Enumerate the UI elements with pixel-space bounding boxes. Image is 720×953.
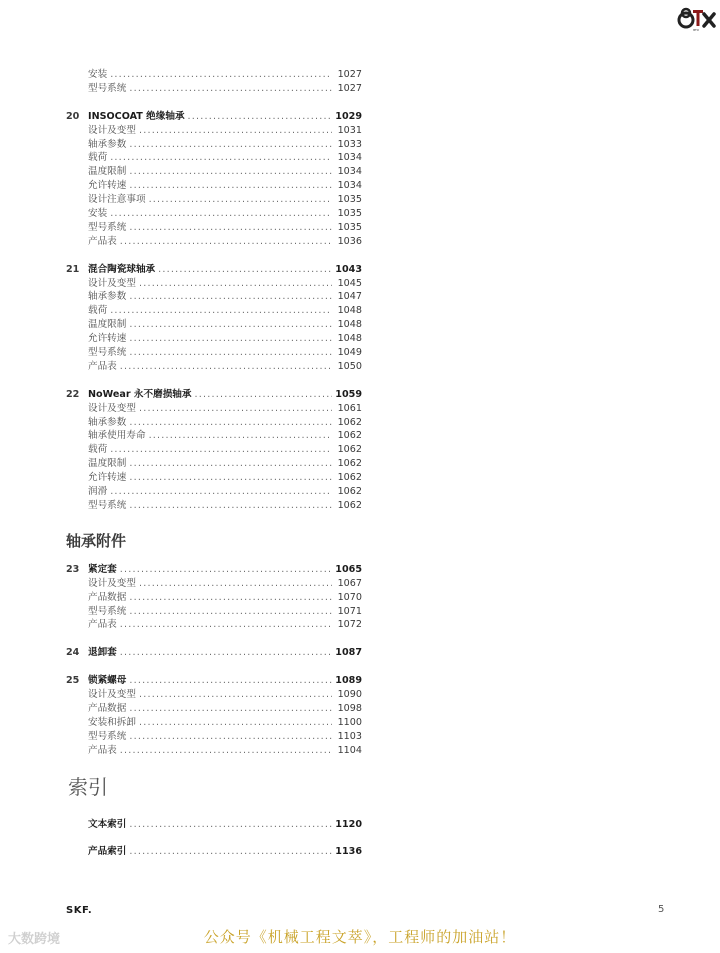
entry-title: 轴承使用寿命 (88, 430, 146, 442)
spacer (66, 374, 362, 388)
entry-title: 设计及变型 (88, 577, 136, 589)
page-ref: 1103 (337, 730, 362, 742)
corner-logo-text: 8TX (693, 28, 699, 32)
footer-banner: 公众号《机械工程文萃》，工程师的加油站！ (203, 928, 517, 946)
page-ref: 1120 (335, 818, 362, 830)
page-ref: 1062 (337, 486, 362, 498)
page-ref: 1104 (337, 744, 362, 756)
toc-entry-row[interactable] (66, 124, 362, 138)
leader-dots (126, 179, 332, 193)
leader-dots (117, 360, 332, 374)
entry-title: 安装 (88, 69, 108, 80)
leader-dots (136, 688, 332, 702)
page-ref: 1034 (337, 180, 362, 192)
page-ref: 1034 (337, 152, 362, 164)
entry-title: 型号系统 (88, 347, 127, 359)
entry-title: 产品表 (88, 619, 117, 631)
entry-title: 载荷 (88, 152, 108, 164)
toc-entry-row[interactable] (66, 702, 362, 716)
leader-dots (185, 110, 332, 124)
chapter-number: 20 (66, 110, 80, 122)
page-ref: 1062 (337, 458, 362, 470)
entry-title: 型号系统 (88, 221, 127, 233)
toc-entry-row[interactable] (66, 618, 362, 632)
entry-title: 退卸套 (88, 647, 117, 659)
toc-entry-row[interactable] (66, 346, 362, 360)
entry-title: 产品表 (88, 235, 117, 247)
toc-chapter-row[interactable] (66, 110, 362, 124)
leader-dots (126, 318, 332, 332)
entry-title: 轴承参数 (88, 291, 127, 303)
toc-chapter-row[interactable] (66, 818, 362, 832)
page-ref: 1089 (335, 675, 362, 687)
leader-dots (107, 304, 332, 318)
page-ref: 1090 (337, 689, 362, 701)
leader-dots (107, 151, 332, 165)
entry-title: 轴承参数 (88, 416, 127, 428)
toc-entry-row[interactable] (66, 165, 362, 179)
toc-entry-row[interactable] (66, 360, 362, 374)
toc-entry-row[interactable] (66, 138, 362, 152)
chapter-number: 24 (66, 647, 80, 659)
spacer (66, 513, 362, 523)
toc-entry-row[interactable] (66, 193, 362, 207)
entry-title: 混合陶瓷球轴承 (88, 263, 156, 275)
toc-entry-row[interactable] (66, 744, 362, 758)
leader-dots (136, 124, 332, 138)
page-ref: 1059 (335, 388, 362, 400)
page-ref: 1029 (335, 110, 362, 122)
page-ref: 1062 (337, 416, 362, 428)
toc-entry-row[interactable] (66, 577, 362, 591)
toc-chapter-row[interactable] (66, 646, 362, 660)
leader-dots (136, 577, 332, 591)
leader-dots (126, 730, 332, 744)
entry-title: 允许转速 (88, 333, 127, 345)
toc-entry-row[interactable] (66, 429, 362, 443)
toc-entry-row[interactable] (66, 471, 362, 485)
page-ref: 1087 (335, 647, 362, 659)
page-ref: 1033 (337, 138, 362, 150)
toc-chapter-row[interactable] (66, 845, 362, 859)
toc-entry-row[interactable] (66, 402, 362, 416)
leader-dots (136, 402, 332, 416)
page-ref: 1031 (337, 124, 362, 136)
page-ref: 1062 (337, 430, 362, 442)
watermark-text: 大数跨境 (8, 932, 61, 947)
toc-entry-row[interactable] (66, 290, 362, 304)
leader-dots (117, 563, 332, 577)
leader-dots (126, 346, 332, 360)
entry-title: 设计及变型 (88, 689, 136, 701)
entry-title: 载荷 (88, 305, 108, 317)
toc-entry-row[interactable] (66, 304, 362, 318)
leader-dots (136, 277, 332, 291)
entry-title: 安装 (88, 208, 108, 220)
spacer (66, 96, 362, 110)
entry-title: 紧定套 (88, 563, 117, 575)
page-ref: 1043 (335, 263, 362, 275)
toc-entry-row[interactable] (66, 688, 362, 702)
toc-chapter-row[interactable] (66, 263, 362, 277)
toc-entry-row[interactable] (66, 443, 362, 457)
entry-title: 轴承参数 (88, 138, 127, 150)
chapter-number: 22 (66, 388, 80, 400)
leader-dots (126, 290, 332, 304)
page-number: 5 (658, 904, 665, 915)
toc-entry-row[interactable] (66, 332, 362, 346)
page-ref: 1049 (337, 347, 362, 359)
leader-dots (146, 429, 332, 443)
entry-title: 设计及变型 (88, 277, 136, 289)
entry-title: 设计及变型 (88, 402, 136, 414)
toc-entry-row[interactable] (66, 82, 362, 96)
entry-title: 型号系统 (88, 605, 127, 617)
spacer (66, 632, 362, 646)
toc-entry-row[interactable] (66, 485, 362, 499)
toc-entry-row[interactable] (66, 605, 362, 619)
page-ref: 1136 (335, 846, 362, 858)
toc-entry-row[interactable] (66, 221, 362, 235)
toc-entry-row[interactable] (66, 318, 362, 332)
section-heading-accessories: 轴承附件 (66, 531, 127, 550)
leader-dots (126, 82, 332, 96)
spacer (66, 249, 362, 263)
corner-logo-icon (676, 4, 716, 32)
entry-title: NoWear 永不磨损轴承 (88, 388, 192, 400)
page-ref: 1027 (337, 69, 362, 80)
skf-logo: SKF. (66, 905, 93, 916)
leader-dots (107, 485, 332, 499)
chapter-number: 23 (66, 563, 80, 575)
toc-entry-row[interactable] (66, 151, 362, 165)
page-ref: 1048 (337, 305, 362, 317)
toc-chapter-row[interactable] (66, 563, 362, 577)
leader-dots (126, 165, 332, 179)
toc-entry-row[interactable] (66, 591, 362, 605)
toc-entry-row[interactable] (66, 416, 362, 430)
entry-title: 型号系统 (88, 82, 127, 94)
entry-title: 文本索引 (88, 818, 127, 830)
entry-title: 温度限制 (88, 166, 127, 178)
page-ref: 1071 (337, 605, 362, 617)
entry-title: 允许转速 (88, 472, 127, 484)
toc-entry-row[interactable] (66, 277, 362, 291)
page-ref: 1067 (337, 577, 362, 589)
page-ref: 1027 (337, 82, 362, 94)
page-ref: 1062 (337, 444, 362, 456)
toc-entry-row[interactable] (66, 207, 362, 221)
page-ref: 1048 (337, 319, 362, 331)
toc-entry-row[interactable] (66, 730, 362, 744)
entry-title: 温度限制 (88, 319, 127, 331)
page-ref: 1061 (337, 402, 362, 414)
leader-dots (107, 443, 332, 457)
leader-dots (117, 235, 332, 249)
section-heading-index: 索引 (68, 774, 108, 799)
toc-entry-row[interactable] (66, 499, 362, 513)
leader-dots (126, 674, 332, 688)
toc-entry-row[interactable] (66, 179, 362, 193)
entry-title: 产品索引 (88, 846, 127, 858)
entry-title: 允许转速 (88, 180, 127, 192)
page-ref: 1050 (337, 360, 362, 372)
leader-dots (126, 499, 332, 513)
page-ref: 1034 (337, 166, 362, 178)
leader-dots (117, 744, 332, 758)
leader-dots (126, 818, 332, 832)
leader-dots (126, 591, 332, 605)
entry-title: 产品数据 (88, 591, 127, 603)
page-ref: 1047 (337, 291, 362, 303)
entry-title: 润滑 (88, 486, 108, 498)
leader-dots (126, 605, 332, 619)
toc-chapter-row[interactable] (66, 674, 362, 688)
page-ref: 1100 (337, 716, 362, 728)
page-ref: 1045 (337, 277, 362, 289)
toc-entry-row[interactable] (66, 457, 362, 471)
toc-entry-row[interactable] (66, 235, 362, 249)
toc-entry-row[interactable] (66, 716, 362, 730)
page-ref: 1048 (337, 333, 362, 345)
entry-title: 产品表 (88, 360, 117, 372)
entry-title: 型号系统 (88, 499, 127, 511)
entry-title: 温度限制 (88, 458, 127, 470)
page-ref: 1035 (337, 221, 362, 233)
page-ref: 1062 (337, 499, 362, 511)
entry-title: 锁紧螺母 (88, 675, 127, 687)
chapter-number: 25 (66, 675, 80, 687)
toc-chapter-row[interactable] (66, 388, 362, 402)
leader-dots (126, 702, 332, 716)
page-ref: 1035 (337, 208, 362, 220)
entry-title: 载荷 (88, 444, 108, 456)
table-of-contents (66, 68, 362, 859)
leader-dots (126, 416, 332, 430)
leader-dots (126, 457, 332, 471)
spacer (66, 831, 362, 845)
leader-dots (126, 471, 332, 485)
entry-title: 产品表 (88, 744, 117, 756)
leader-dots (191, 388, 332, 402)
entry-title: 安装和拆卸 (88, 716, 136, 728)
leader-dots (117, 618, 332, 632)
leader-dots (126, 138, 332, 152)
leader-dots (126, 221, 332, 235)
page-ref: 1035 (337, 194, 362, 206)
page-ref: 1070 (337, 591, 362, 603)
toc-entry-row[interactable] (66, 68, 362, 82)
entry-title: 设计及变型 (88, 124, 136, 136)
leader-dots (107, 207, 332, 221)
page-ref: 1098 (337, 702, 362, 714)
entry-title: 设计注意事项 (88, 194, 146, 206)
page-ref: 1072 (337, 619, 362, 631)
page-ref: 1062 (337, 472, 362, 484)
leader-dots (136, 716, 332, 730)
entry-title: INSOCOAT 绝缘轴承 (88, 110, 185, 122)
leader-dots (146, 193, 332, 207)
entry-title: 型号系统 (88, 730, 127, 742)
page-ref: 1065 (335, 563, 362, 575)
entry-title: 产品数据 (88, 702, 127, 714)
leader-dots (155, 263, 332, 277)
leader-dots (126, 845, 332, 859)
leader-dots (107, 68, 332, 82)
leader-dots (126, 332, 332, 346)
page-ref: 1036 (337, 235, 362, 247)
leader-dots (117, 646, 332, 660)
spacer (66, 660, 362, 674)
chapter-number: 21 (66, 263, 80, 275)
